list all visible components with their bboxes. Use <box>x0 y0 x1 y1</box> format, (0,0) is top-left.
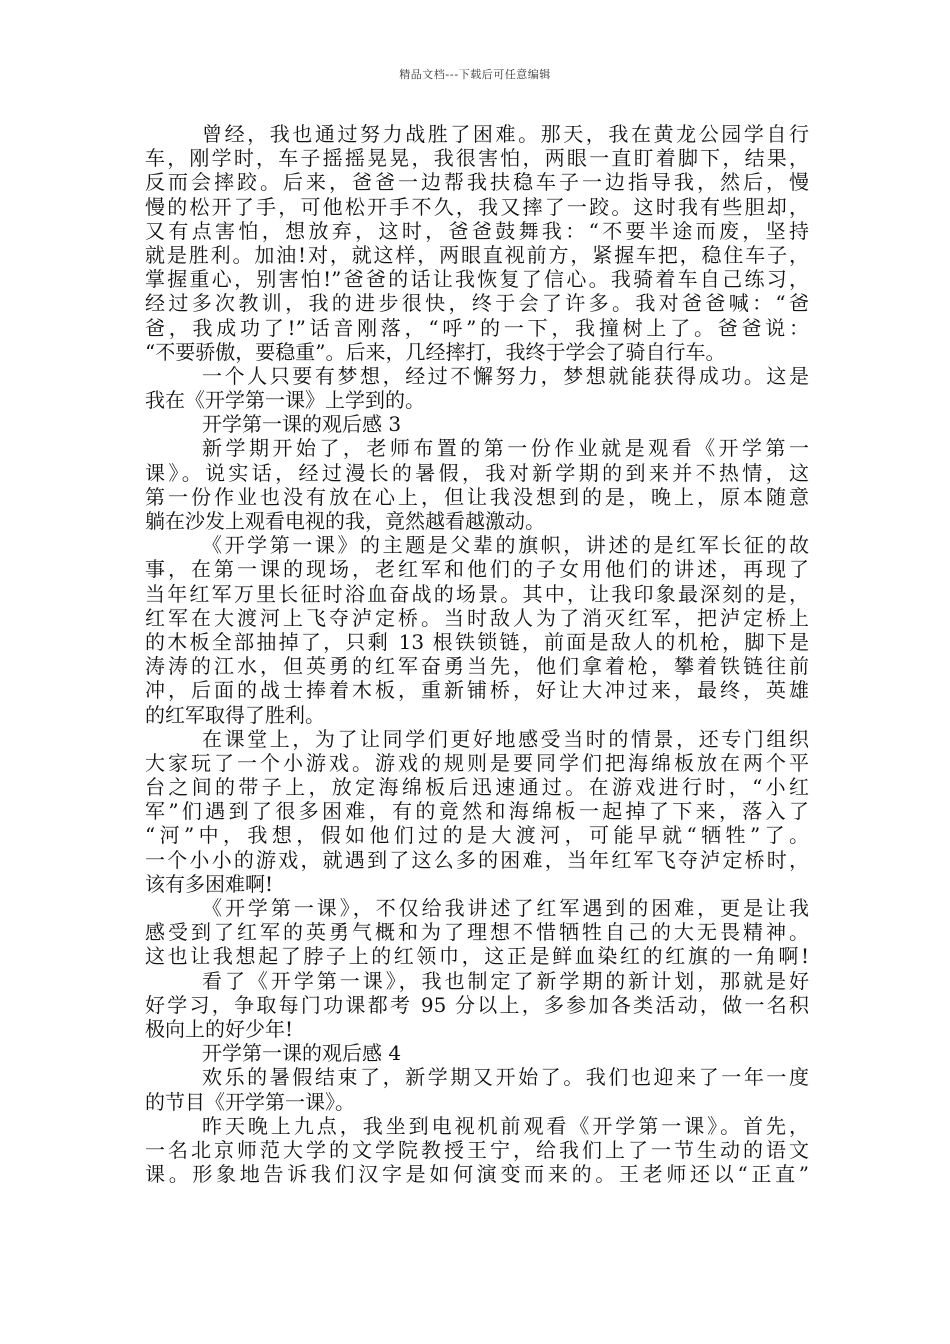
text-line: 反而会摔跤。后来，爸爸一边帮我扶稳车子一边指导我，然后，慢 <box>145 170 809 195</box>
document-body <box>145 122 809 1186</box>
text-line: 的红军取得了胜利。 <box>145 702 325 727</box>
text-line: 一名北京师范大学的文学院教授王宁，给我们上了一节生动的语文 <box>145 1137 809 1162</box>
text-line: 躺在沙发上观看电视的我，竟然越看越激动。 <box>145 509 545 533</box>
text-line: 又有点害怕，想放弃，这时，爸爸鼓舞我：“不要半途而废，坚持 <box>145 218 809 243</box>
text-line: 军”们遇到了很多困难，有的竟然和海绵板一起掉了下来，落入了 <box>145 799 809 824</box>
text-line: 的木板全部抽掉了，只剩 13 根铁锁链，前面是敌人的机枪，脚下是 <box>145 629 809 654</box>
text-line: 《开学第一课》的主题是父辈的旗帜，讲述的是红军长征的故 <box>202 533 809 558</box>
text-line: 欢乐的暑假结束了，新学期又开始了。我们也迎来了一年一度 <box>202 1065 809 1090</box>
text-line: 红军在大渡河上飞夺泸定桥。当时敌人为了消灭红军，把泸定桥上 <box>145 605 809 630</box>
text-line: 就是胜利。加油!对，就这样，两眼直视前方，紧握车把，稳住车子， <box>145 242 809 267</box>
section-heading: 开学第一课的观后感 4 <box>202 1041 402 1066</box>
text-line: 冲，后面的战士捧着木板，重新铺桥，好让大冲过来，最终，英雄 <box>145 678 809 703</box>
text-line: 《开学第一课》，不仅给我讲述了红军遇到的困难，更是让我 <box>202 896 809 920</box>
text-line: 在课堂上，为了让同学们更好地感受当时的情景，还专门组织 <box>202 726 809 751</box>
text-line: 我在《开学第一课》上学到的。 <box>145 388 425 413</box>
text-line: “河”中，我想，假如他们过的是大渡河，可能早就“牺牲”了。 <box>145 823 809 848</box>
text-line: 课》。说实话，经过漫长的暑假，我对新学期的到来并不热情，这 <box>145 460 809 485</box>
section-heading: 开学第一课的观后感 3 <box>202 412 402 437</box>
text-line: 的节目《开学第一课》。 <box>145 1089 355 1114</box>
page-header: 精品文档---下载后可任意编辑 <box>399 68 551 81</box>
text-line: 第一份作业也没有放在心上，但让我没想到的是，晚上，原本随意 <box>145 484 809 509</box>
text-line: 涛涛的江水，但英勇的红军奋勇当先，他们拿着枪，攀着铁链往前 <box>145 654 809 679</box>
text-line: 事，在第一课的现场，老红军和他们的子女用他们的讲述，再现了 <box>145 557 809 582</box>
text-line: 一个小小的游戏，就遇到了这么多的困难，当年红军飞夺泸定桥时， <box>145 847 809 872</box>
text-line: 这也让我想起了脖子上的红领巾，这正是鲜血染红的红旗的一角啊! <box>145 944 809 969</box>
text-line: 曾经，我也通过努力战胜了困难。那天，我在黄龙公园学自行 <box>202 122 809 146</box>
text-line: 感受到了红军的英勇气概和为了理想不惜牺牲自己的大无畏精神。 <box>145 920 809 945</box>
text-line: 该有多困难啊! <box>145 871 274 896</box>
text-line: 车，刚学时，车子摇摇晃晃，我很害怕，两眼一直盯着脚下，结果， <box>145 146 809 171</box>
text-line: 极向上的好少年! <box>145 1016 294 1041</box>
text-line: 掌握重心，别害怕!”爸爸的话让我恢复了信心。我骑着车自己练习， <box>145 267 809 292</box>
text-line: 好学习，争取每门功课都考 95 分以上，多参加各类活动，做一名积 <box>145 992 809 1017</box>
text-line: “不要骄傲，要稳重”。后来，几经摔打，我终于学会了骑自行车。 <box>145 339 726 364</box>
text-line: 课。形象地告诉我们汉字是如何演变而来的。王老师还以“正直” <box>145 1162 809 1187</box>
text-line: 新学期开始了，老师布置的第一份作业就是观看《开学第一 <box>202 436 809 461</box>
text-line: 经过多次教训，我的进步很快，终于会了许多。我对爸爸喊：“爸 <box>145 291 809 316</box>
text-line: 当年红军万里长征时浴血奋战的场景。其中，让我印象最深刻的是， <box>145 581 809 606</box>
text-line: 慢的松开了手，可他松开手不久，我又摔了一跤。这时我有些胆却， <box>145 194 809 219</box>
text-line: 看了《开学第一课》，我也制定了新学期的新计划，那就是好 <box>202 968 809 993</box>
text-line: 昨天晚上九点，我坐到电视机前观看《开学第一课》。首先， <box>202 1113 809 1138</box>
text-line: 大家玩了一个小游戏。游戏的规则是要同学们把海绵板放在两个平 <box>145 750 809 775</box>
text-line: 爸，我成功了!”话音刚落，“呼”的一下，我撞树上了。爸爸说： <box>145 315 809 340</box>
text-line: 台之间的带子上，放定海绵板后迅速通过。在游戏进行时，“小红 <box>145 775 809 800</box>
text-line: 一个人只要有梦想，经过不懈努力，梦想就能获得成功。这是 <box>202 363 809 388</box>
